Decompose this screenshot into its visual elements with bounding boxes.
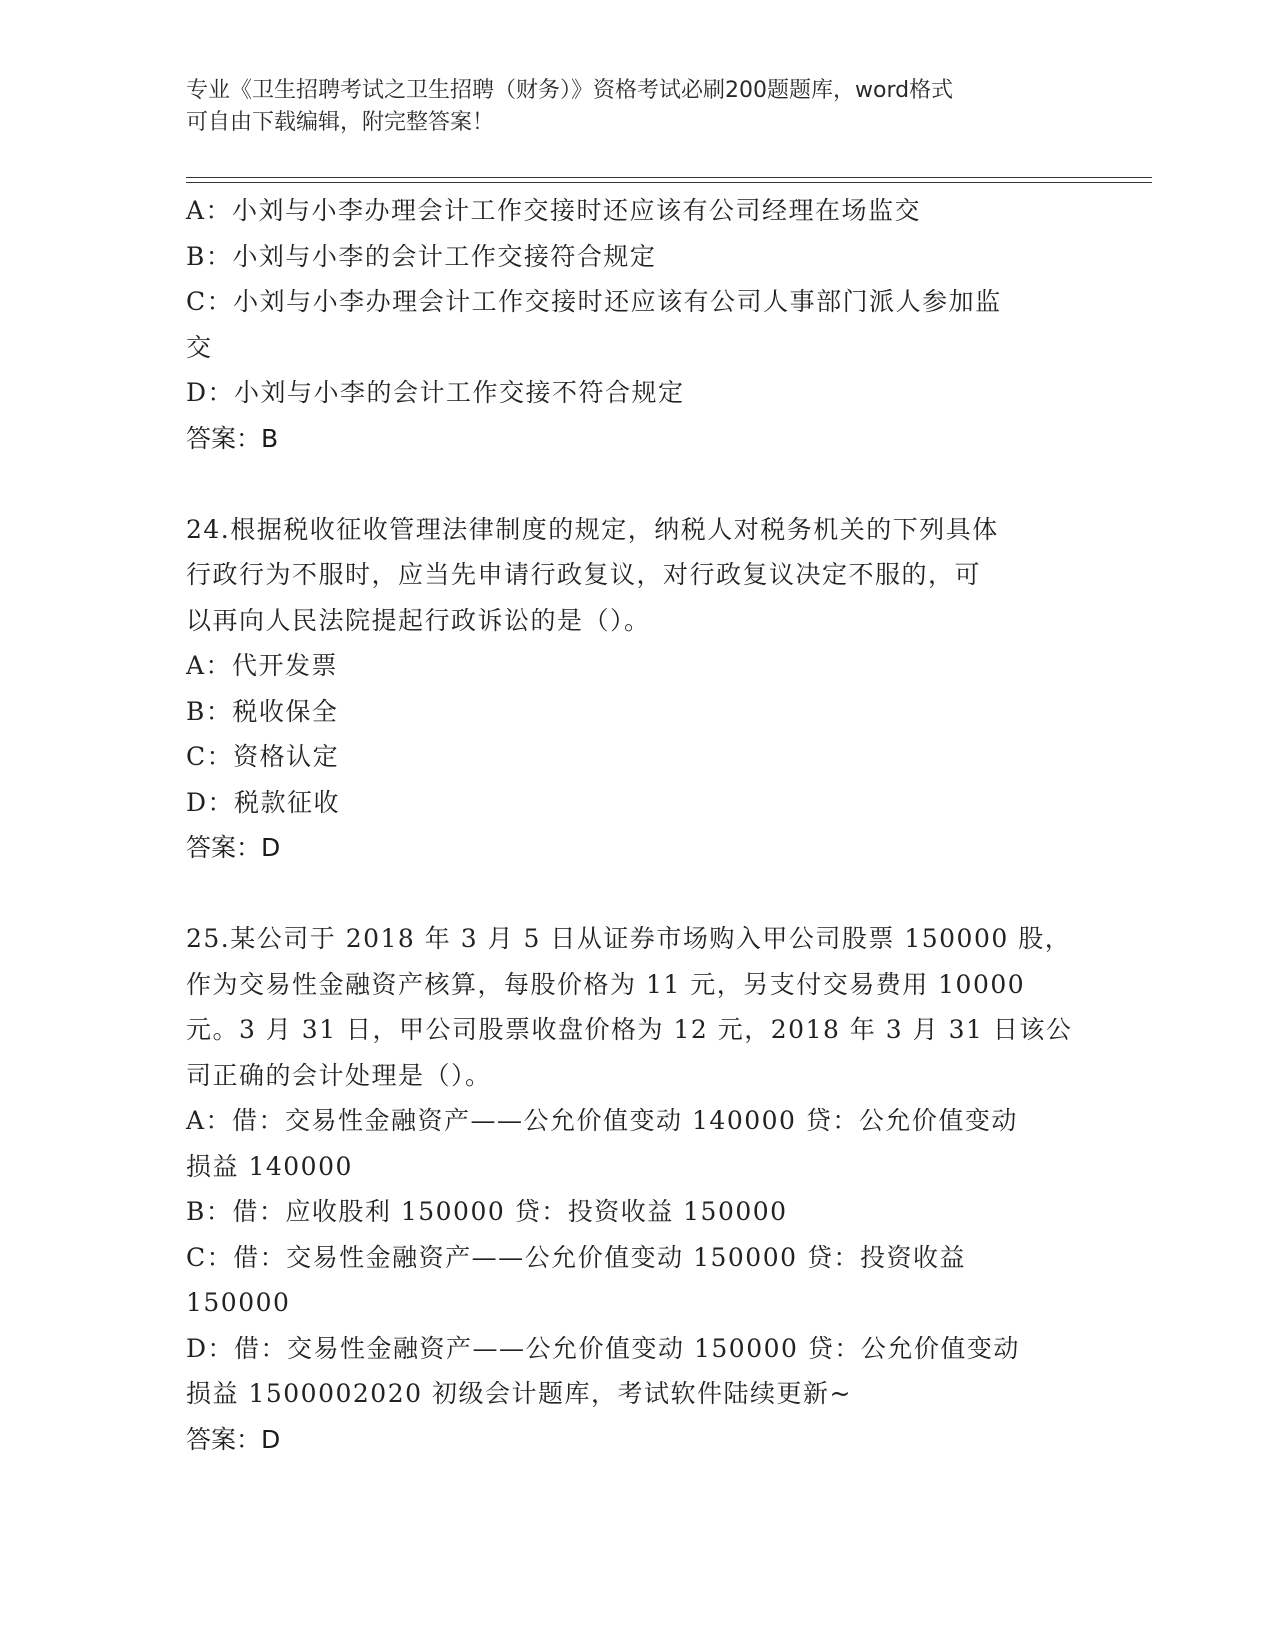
answer-line: 答案：D [186,833,281,862]
spacer [186,461,1066,507]
option-c-continued: 交 [186,332,213,362]
option-b: B：小刘与小李的会计工作交接符合规定 [186,241,657,271]
header-line-2: 可自由下载编辑，附完整答案！ [186,110,495,135]
header-rule-bottom [186,182,1152,183]
document-body [186,188,1073,1462]
answer-line: 答案：B [186,423,279,453]
option-d: D：税款征收 [186,787,341,817]
option-c: C：小刘与小李办理会计工作交接时还应该有公司人事部门派人参加监 [186,287,1002,316]
question-stem-line: 以再向人民法院提起行政诉讼的是（）。 [186,605,651,635]
header-line-1: 专业《卫生招聘考试之卫生招聘（财务）》资格考试必刷200题题库，word格式 [186,78,954,103]
option-a: A：借：交易性金融资产——公允价值变动 140000 贷：公允价值变动 [186,1106,1018,1135]
option-d: D：小刘与小李的会计工作交接不符合规定 [186,378,685,407]
question-23 [186,188,1066,461]
question-stem-line: 24.根据税收征收管理法律制度的规定，纳税人对税务机关的下列具体 [186,514,999,544]
option-b: B：借：应收股利 150000 贷：投资收益 150000 [186,1197,788,1226]
option-c-continued: 150000 [186,1288,291,1317]
spacer [186,871,1066,917]
document-header [186,75,1066,139]
question-25 [186,916,1073,1462]
option-d: D：借：交易性金融资产——公允价值变动 150000 贷：公允价值变动 [186,1333,1020,1363]
option-b: B：税收保全 [186,696,339,726]
question-stem-line: 元。3 月 31 日，甲公司股票收盘价格为 12 元，2018 年 3 月 31 日该公 [186,1015,1073,1044]
question-stem-line: 司正确的会计处理是（）。 [186,1060,492,1090]
option-c: C：借：交易性金融资产——公允价值变动 150000 贷：投资收益 [186,1242,966,1272]
option-a: A：代开发票 [186,651,339,680]
question-stem-line: 行政行为不服时，应当先申请行政复议，对行政复议决定不服的，可 [186,560,982,589]
option-a: A：小刘与小李办理会计工作交接时还应该有公司经理在场监交 [186,196,922,225]
header-rule-top [186,177,1152,178]
answer-line: 答案：D [186,1424,281,1454]
question-stem-line: 25.某公司于 2018 年 3 月 5 日从证券市场购入甲公司股票 150000 股， [186,924,1072,953]
question-stem-line: 作为交易性金融资产核算，每股价格为 11 元，另支付交易费用 10000 [186,969,1026,999]
option-a-continued: 损益 140000 [186,1151,353,1181]
option-c: C：资格认定 [186,742,340,771]
question-24 [186,507,1066,871]
option-d-continued: 损益 1500002020 初级会计题库，考试软件陆续更新~ [186,1379,852,1408]
